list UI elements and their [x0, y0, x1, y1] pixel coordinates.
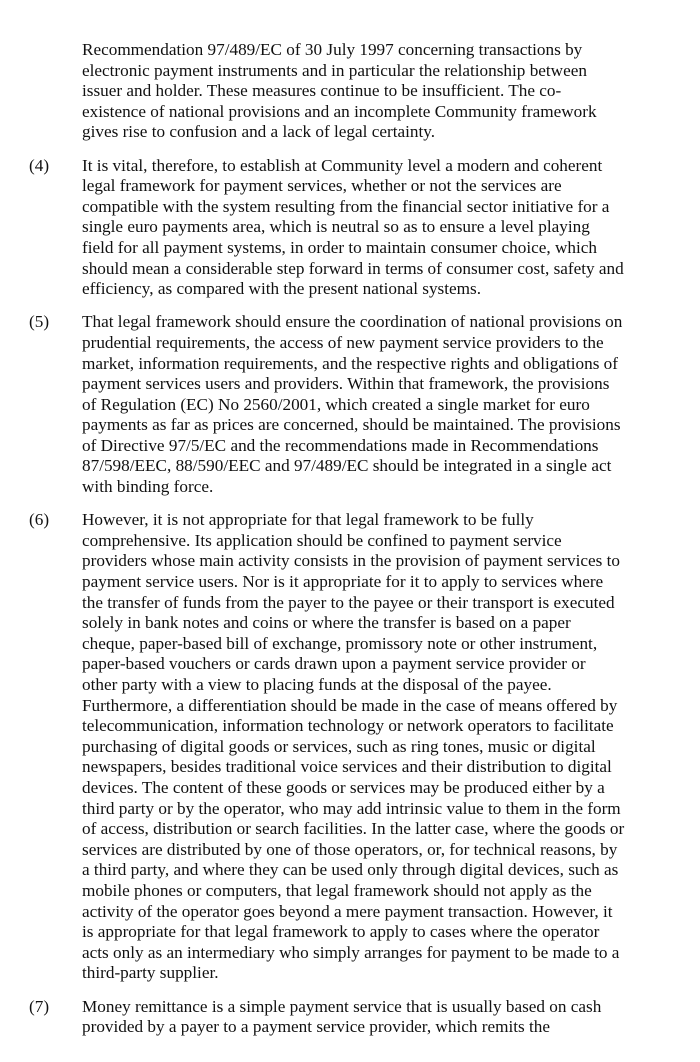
text-line: payment services users and providers. Within that framework, the provisions: [82, 374, 610, 394]
text-line: third party or by the operator, who may add intrinsic value to them in the form: [82, 798, 621, 818]
recital-paragraph: [0, 312, 700, 497]
text-line: gives rise to confusion and a lack of legal certainty.: [82, 122, 436, 142]
text-line: electronic payment instruments and in particular the relationship between: [82, 60, 587, 80]
text-line: Recommendation 97/489/EC of 30 July 1997 concerning transactions by: [82, 40, 583, 59]
recital-number: (5): [29, 312, 50, 332]
text-line: providers whose main activity consists in the provision of payment services to: [82, 551, 620, 571]
text-line: Furthermore, a differentiation should be made in the case of means offered by: [82, 695, 618, 715]
text-line: issuer and holder. These measures continue to be insufficient. The co-: [82, 81, 562, 101]
text-line: 87/598/EEC, 88/590/EEC and 97/489/EC should be integrated in a single act: [82, 456, 612, 476]
text-line: third-party supplier.: [82, 963, 219, 983]
text-line: cheque, paper-based bill of exchange, promissory note or other instrument,: [82, 633, 598, 653]
text-line: compatible with the system resulting from the financial sector initiative for a: [82, 196, 610, 216]
text-line: acts only as an intermediary who simply arranges for payment to be made to a: [82, 942, 620, 962]
text-line: of Directive 97/5/EC and the recommendations made in Recommendations: [82, 435, 599, 455]
text-line: paper-based vouchers or cards drawn upon a payment service provider or: [82, 654, 586, 674]
text-line: legal framework for payment services, whether or not the services are: [82, 176, 562, 196]
recital-paragraph: [0, 997, 700, 1038]
text-line: purchasing of digital goods or services, such as ring tones, music or digital: [82, 736, 596, 756]
text-line: field for all payment systems, in order to maintain consumer choice, which: [82, 237, 598, 257]
text-line: a third party, and where they can be used only through digital devices, such as: [82, 860, 619, 880]
text-line: comprehensive. Its application should be confined to payment service: [82, 530, 562, 550]
text-line: with binding force.: [82, 477, 214, 497]
recital-number: (6): [29, 510, 50, 530]
document-page: [0, 40, 700, 1050]
text-line: of Regulation (EC) No 2560/2001, which created a single market for euro: [82, 394, 590, 414]
text-line: provided by a payer to a payment service provider, which remits the: [82, 1017, 550, 1037]
recital-number: (4): [29, 155, 50, 175]
text-line: prudential requirements, the access of new payment service providers to the: [82, 332, 604, 352]
text-line: existence of national provisions and an incomplete Community framework: [82, 101, 597, 121]
text-line: However, it is not appropriate for that legal framework to be fully: [82, 510, 534, 530]
text-line: payments as far as prices are concerned, should be maintained. The provisions: [82, 415, 621, 435]
text-line: newspapers, besides traditional voice services and their distribution to digital: [82, 757, 612, 777]
text-line: is appropriate for that legal framework to apply to cases where the operator: [82, 922, 600, 942]
text-line: Money remittance is a simple payment service that is usually based on cash: [82, 996, 602, 1016]
text-line: of access, distribution or search facilities. In the latter case, where the goods or: [82, 819, 625, 839]
text-line: the transfer of funds from the payer to the payee or their transport is executed: [82, 592, 615, 612]
recital-number: (7): [29, 996, 50, 1016]
text-line: mobile phones or computers, that legal framework should not apply as the: [82, 880, 592, 900]
recital-paragraph: [0, 156, 700, 300]
text-line: solely in bank notes and coins or where the transfer is based on a paper: [82, 613, 571, 633]
text-line: activity of the operator goes beyond a mere payment transaction. However, it: [82, 901, 613, 921]
recital-paragraph: [0, 40, 700, 143]
text-line: services are distributed by one of those operators, or, for technical reasons, by: [82, 839, 618, 859]
text-line: devices. The content of these goods or services may be produced either by a: [82, 777, 605, 797]
text-line: payment service users. Nor is it appropriate for it to apply to services where: [82, 572, 604, 592]
text-line: That legal framework should ensure the coordination of national provisions on: [82, 312, 623, 332]
text-line: telecommunication, information technology or network operators to facilitate: [82, 716, 614, 736]
text-line: market, information requirements, and the respective rights and obligations of: [82, 353, 619, 373]
recital-paragraph: [0, 510, 700, 984]
text-line: other party with a view to placing funds at the disposal of the payee.: [82, 675, 552, 694]
text-line: should mean a considerable step forward in terms of consumer cost, safety and: [82, 258, 624, 278]
text-line: It is vital, therefore, to establish at Community level a modern and coherent: [82, 155, 603, 175]
text-line: efficiency, as compared with the present national systems.: [82, 279, 482, 299]
text-line: single euro payments area, which is neutral so as to ensure a level playing: [82, 217, 590, 237]
